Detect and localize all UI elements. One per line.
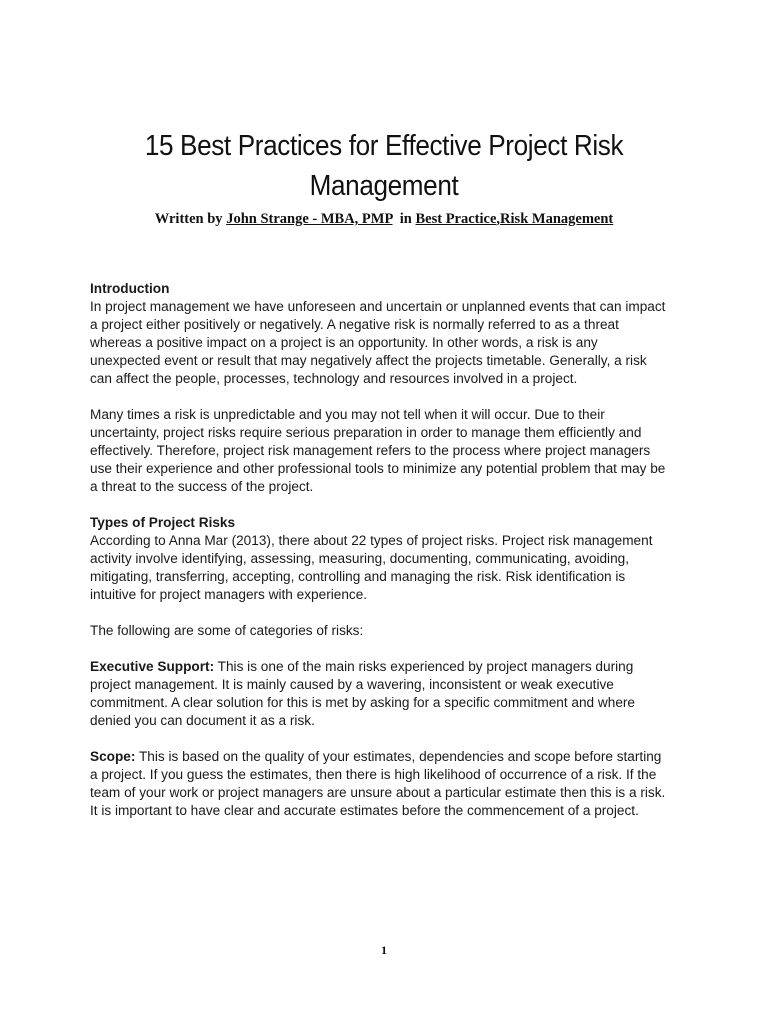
category-link-risk-management[interactable]: Risk Management [500, 211, 614, 227]
section-heading-introduction: Introduction [90, 281, 170, 297]
category-link-best-practice[interactable]: Best Practice [415, 211, 497, 227]
byline-written-by: Written by [154, 211, 223, 227]
intro-paragraph-1: In project management we have unforeseen and uncertain or unplanned events that can impact a project either positively or negatively. A negative risk is normally referred to as a threat whereas a positive impact on a project is an opportunity. In other words, a risk is any unexpected event or result that may negatively affect the projects timetable. Generally, a risk can affect the people, processes, technology and resources involved in a project. [90, 299, 666, 387]
intro-paragraph-2: Many times a risk is unpredictable and you may not tell when it will occur. Due to their uncertainty, project risks require serious preparation in order to manage them efficiently and effectively. Therefore, project risk management refers to the process where project managers use their experience and other professional tools to minimize any potential problem that may be a threat to the success of the project. [90, 407, 666, 495]
risk-text-executive-support: This is one of the main risks experienced by project managers during project management. It is mainly caused by a wavering, inconsistent or weak executive commitment. A clear solution for this is met by asking for a specific commitment and where denied you can document it as a risk. [90, 659, 636, 729]
document-title: 15 Best Practices for Effective Project Risk Management [144, 130, 624, 202]
byline [0, 211, 768, 228]
page-number: 1 [381, 943, 387, 957]
risk-scope [90, 748, 666, 820]
author-link[interactable]: John Strange - MBA, PMP [226, 211, 393, 227]
risk-label-executive-support: Executive Support: [90, 659, 215, 675]
types-paragraph-2: The following are some of categories of risks: [90, 623, 364, 639]
risk-text-scope: This is based on the quality of your estimates, dependencies and scope before starting a project. If you guess the estimates, then there is high likelihood of occurrence of a risk. If the team of your work or project managers are unsure about a particular estimate then this is a risk. It is important to have clear and accurate estimates before the commencement of a project. [90, 749, 666, 819]
risk-label-scope: Scope: [90, 749, 136, 765]
category-separator: , [496, 211, 501, 227]
section-heading-types: Types of Project Risks [90, 515, 236, 531]
document-body [90, 280, 666, 820]
types-paragraph-1: According to Anna Mar (2013), there about 22 types of project risks. Project risk management activity involve identifying, assessing, measuring, documenting, communicating, avoiding, mitigating, transferring, accepting, controlling and managing the risk. Risk identification is intuitive for project managers with experience. [90, 533, 653, 603]
risk-executive-support [90, 658, 666, 730]
byline-in: in [399, 211, 412, 227]
